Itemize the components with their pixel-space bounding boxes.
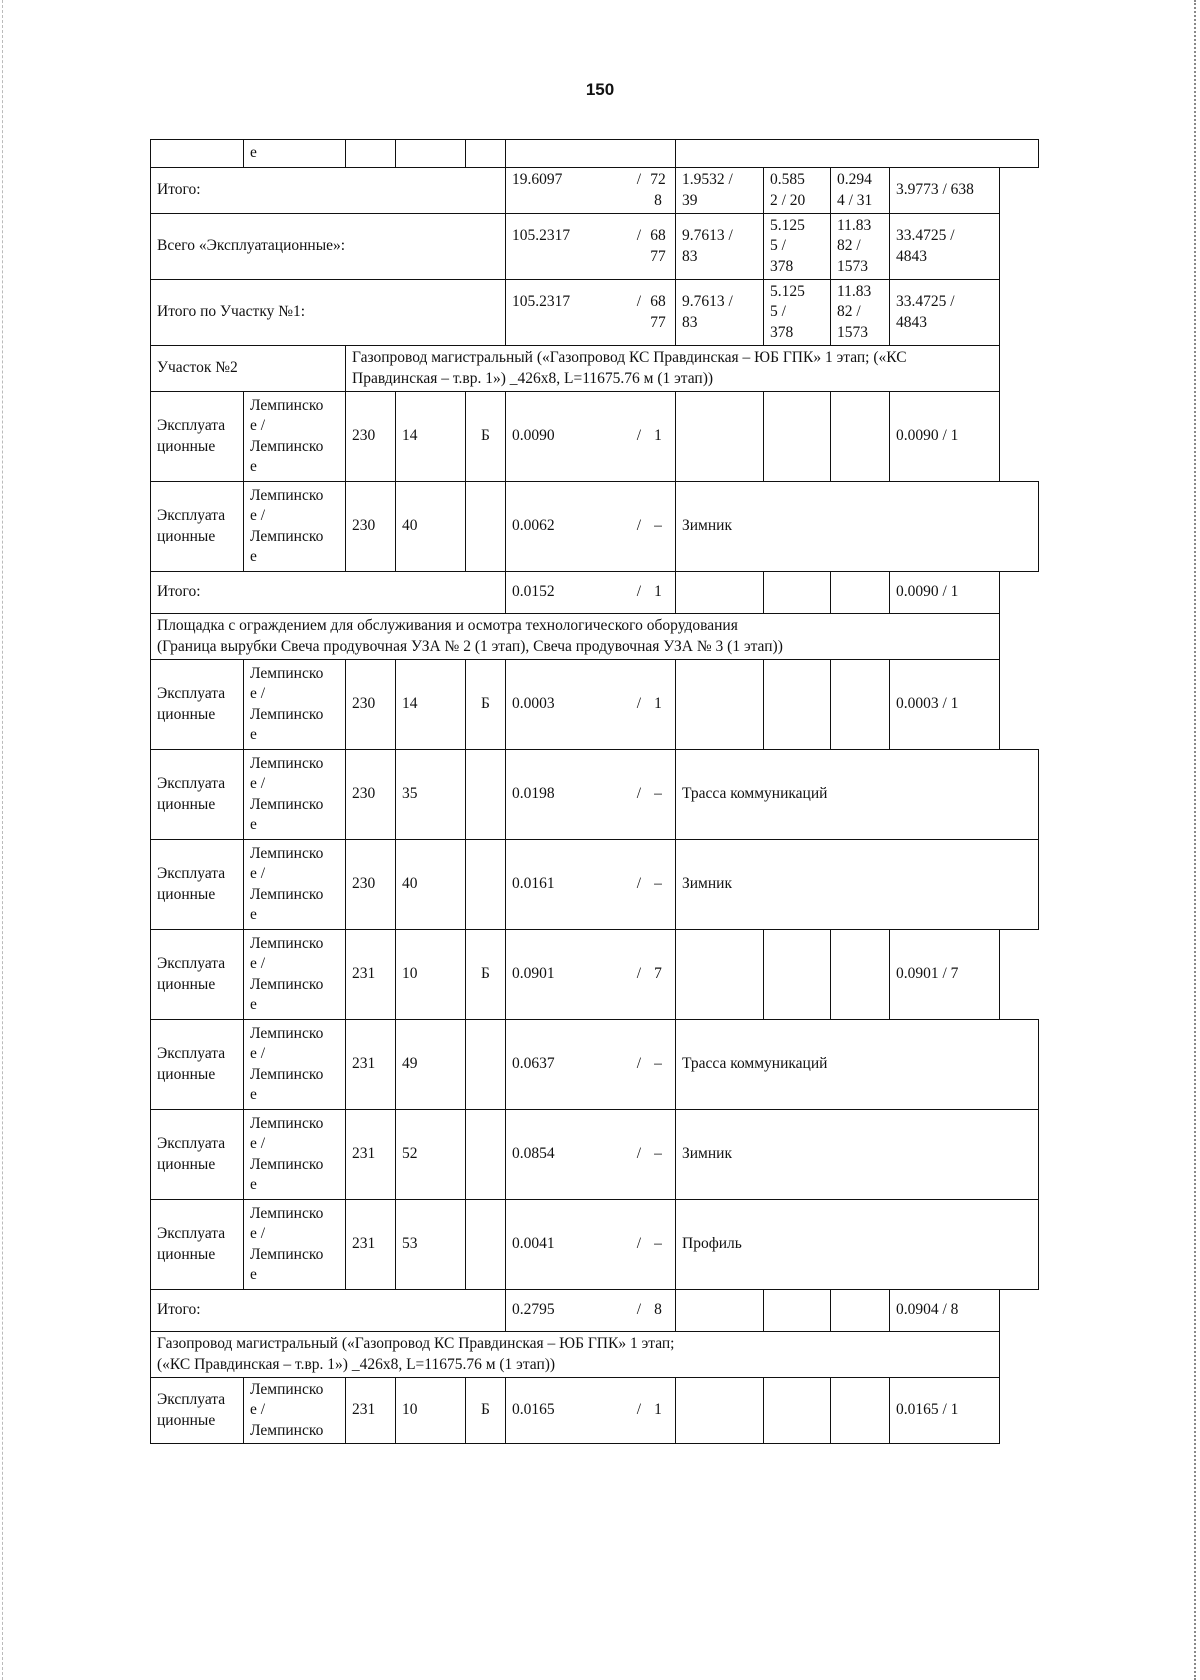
area-value: 0.0637 (512, 1055, 555, 1073)
row-cat (466, 1110, 506, 1200)
table-row (151, 750, 1039, 840)
row-cat: Б (466, 930, 506, 1020)
table-row (151, 1200, 1039, 1290)
table-row (151, 930, 1039, 1020)
row-a (676, 392, 764, 482)
row-field: Лемпинско е / Лемпинско е (244, 750, 346, 840)
area-value: 0.0003 (512, 695, 555, 713)
row-vyd: 49 (396, 1020, 466, 1110)
cell-kv (346, 140, 396, 168)
area-cell: 0.0062 – / (506, 482, 676, 572)
area-cell: 0.0090 1 / (506, 392, 676, 482)
row-cat (466, 482, 506, 572)
tree-count: 8 (654, 1301, 662, 1319)
row-type: Эксплуата ционные (151, 1378, 244, 1444)
summary-label: Всего «Эксплуатационные»: (151, 214, 506, 280)
row-note: Зимник (676, 1110, 1039, 1200)
tree-count: 68 77 (650, 293, 666, 331)
total-sum: 0.0904 / 8 (890, 1290, 1000, 1332)
tree-count: – (654, 1055, 662, 1073)
tree-count: 1 (654, 427, 662, 445)
col-a: 9.7613 / 83 (676, 214, 764, 280)
row-cat: Б (466, 660, 506, 750)
row-total: 0.0003 / 1 (890, 660, 1000, 750)
row-field: Лемпинско е / Лемпинско (244, 1378, 346, 1444)
row-type: Эксплуата ционные (151, 1200, 244, 1290)
area-cell: 105.2317 68 77 / (506, 280, 676, 346)
area-cell: 0.0152 1 / (506, 572, 676, 614)
tree-count: 7 (654, 965, 662, 983)
row-type: Эксплуата ционные (151, 750, 244, 840)
row-vyd: 10 (396, 1378, 466, 1444)
area-cell: 0.0901 7 / (506, 930, 676, 1020)
table-row (151, 214, 1039, 280)
row-kv: 230 (346, 392, 396, 482)
area-cell: 0.0854 – / (506, 1110, 676, 1200)
row-vyd: 14 (396, 392, 466, 482)
table-row (151, 168, 1039, 214)
row-vyd: 52 (396, 1110, 466, 1200)
area-value: 0.0161 (512, 875, 555, 893)
tree-count: – (654, 517, 662, 535)
row-kv: 230 (346, 840, 396, 930)
row-kv: 231 (346, 1020, 396, 1110)
col-b: 0.585 2 / 20 (764, 168, 831, 214)
area-value: 105.2317 (512, 293, 571, 311)
col-c: 11.83 82 / 1573 (831, 280, 890, 346)
area-cell: 0.0161 – / (506, 840, 676, 930)
total-c (831, 1290, 890, 1332)
tree-count: – (654, 875, 662, 893)
row-field: Лемпинско е / Лемпинско е (244, 1200, 346, 1290)
row-type: Эксплуата ционные (151, 660, 244, 750)
row-c (831, 660, 890, 750)
row-field: Лемпинско е / Лемпинско е (244, 392, 346, 482)
table-row (151, 482, 1039, 572)
col-total: 33.4725 / 4843 (890, 280, 1000, 346)
row-note: Трасса коммуникаций (676, 750, 1039, 840)
row-note: Профиль (676, 1200, 1039, 1290)
area-value: 0.0854 (512, 1145, 555, 1163)
row-a (676, 660, 764, 750)
area-cell: 0.2795 8 / (506, 1290, 676, 1332)
row-a (676, 1378, 764, 1444)
row-kv: 231 (346, 1200, 396, 1290)
table-row (151, 1020, 1039, 1110)
row-vyd: 40 (396, 840, 466, 930)
scan-edge-left (2, 0, 6, 1680)
tree-count: 1 (654, 1401, 662, 1419)
tree-count: 72 8 (650, 171, 666, 209)
area-value: 0.0198 (512, 785, 555, 803)
table-row (151, 140, 1039, 168)
row-vyd: 10 (396, 930, 466, 1020)
area-cell: 0.0003 1 / (506, 660, 676, 750)
cell-vyd (396, 140, 466, 168)
area-value: 0.0165 (512, 1401, 555, 1419)
col-total: 33.4725 / 4843 (890, 214, 1000, 280)
table-row (151, 392, 1039, 482)
row-vyd: 14 (396, 660, 466, 750)
area-value: 105.2317 (512, 227, 571, 245)
total-a (676, 1290, 764, 1332)
total-sum: 0.0090 / 1 (890, 572, 1000, 614)
table-row (151, 614, 1039, 660)
pipeline-title: Газопровод магистральный («Газопровод КС Правдинская – ЮБ ГПК» 1 этап; («КС Правдинская – т.вр. 1») _426х8, L=11675.76 м (1 этап)) (151, 1332, 1000, 1378)
table-row (151, 840, 1039, 930)
total-label: Итого: (151, 1290, 506, 1332)
table-row (151, 660, 1039, 750)
row-cat (466, 1200, 506, 1290)
row-b (764, 1378, 831, 1444)
area-cell: 105.2317 68 77 / (506, 214, 676, 280)
table-row (151, 572, 1039, 614)
col-a: 9.7613 / 83 (676, 280, 764, 346)
row-type: Эксплуата ционные (151, 392, 244, 482)
row-b (764, 930, 831, 1020)
row-type: Эксплуата ционные (151, 482, 244, 572)
area-value: 0.2795 (512, 1301, 555, 1319)
col-b: 5.125 5 / 378 (764, 280, 831, 346)
row-kv: 230 (346, 660, 396, 750)
row-total: 0.0090 / 1 (890, 392, 1000, 482)
page-number: 150 (585, 80, 615, 99)
row-field: Лемпинско е / Лемпинско е (244, 840, 346, 930)
area-value: 0.0090 (512, 427, 555, 445)
area-cell: 19.6097 72 8 / (506, 168, 676, 214)
area-value: 0.0152 (512, 583, 555, 601)
cell-empty (151, 140, 244, 168)
table-row (151, 1378, 1039, 1444)
tree-count: – (654, 1235, 662, 1253)
row-kv: 231 (346, 1378, 396, 1444)
total-b (764, 572, 831, 614)
row-note: Зимник (676, 840, 1039, 930)
col-c: 0.294 4 / 31 (831, 168, 890, 214)
data-table (150, 139, 1039, 1444)
row-type: Эксплуата ционные (151, 1020, 244, 1110)
row-type: Эксплуата ционные (151, 930, 244, 1020)
row-cat (466, 750, 506, 840)
table-row (151, 1332, 1039, 1378)
row-kv: 230 (346, 750, 396, 840)
row-b (764, 660, 831, 750)
section-title: Газопровод магистральный («Газопровод КС Правдинская – ЮБ ГПК» 1 этап; («КС Правдинская – т.вр. 1») _426х8, L=11675.76 м (1 этап)) (346, 346, 1000, 392)
row-field: Лемпинско е / Лемпинско е (244, 1110, 346, 1200)
area-cell: 0.0637 – / (506, 1020, 676, 1110)
row-kv: 231 (346, 930, 396, 1020)
area-value: 0.0062 (512, 517, 555, 535)
table-row (151, 280, 1039, 346)
row-total: 0.0165 / 1 (890, 1378, 1000, 1444)
row-b (764, 392, 831, 482)
row-cat (466, 840, 506, 930)
row-c (831, 930, 890, 1020)
row-note: Трасса коммуникаций (676, 1020, 1039, 1110)
row-field: Лемпинско е / Лемпинско е (244, 930, 346, 1020)
total-label: Итого: (151, 572, 506, 614)
area-cell: 0.0198 – / (506, 750, 676, 840)
summary-label: Итого по Участку №1: (151, 280, 506, 346)
area-cell: 0.0165 1 / (506, 1378, 676, 1444)
row-cat: Б (466, 392, 506, 482)
row-type: Эксплуата ционные (151, 840, 244, 930)
row-cat: Б (466, 1378, 506, 1444)
cell-value (506, 140, 676, 168)
platform-title: Площадка с ограждением для обслуживания и осмотра технологического оборудования (Граница вырубки Свеча продувочная УЗА № 2 (1 этап), Свеча продувочная УЗА № 3 (1 этап)) (151, 614, 1000, 660)
area-value: 0.0041 (512, 1235, 555, 1253)
total-a (676, 572, 764, 614)
row-c (831, 392, 890, 482)
col-c: 11.83 82 / 1573 (831, 214, 890, 280)
tree-count: 1 (654, 583, 662, 601)
total-b (764, 1290, 831, 1332)
section-label: Участок №2 (151, 346, 346, 392)
col-a: 1.9532 / 39 (676, 168, 764, 214)
area-value: 19.6097 (512, 171, 563, 189)
row-field: Лемпинско е / Лемпинско е (244, 482, 346, 572)
summary-label: Итого: (151, 168, 506, 214)
cell-note (676, 140, 1039, 168)
table-row (151, 346, 1039, 392)
scan-edge-right (1191, 0, 1196, 1680)
row-type: Эксплуата ционные (151, 1110, 244, 1200)
cell-field: е (244, 140, 346, 168)
row-field: Лемпинско е / Лемпинско е (244, 1020, 346, 1110)
tree-count: 1 (654, 695, 662, 713)
tree-count: – (654, 785, 662, 803)
row-vyd: 35 (396, 750, 466, 840)
row-a (676, 930, 764, 1020)
area-value: 0.0901 (512, 965, 555, 983)
row-total: 0.0901 / 7 (890, 930, 1000, 1020)
row-c (831, 1378, 890, 1444)
table-row (151, 1290, 1039, 1332)
table-row (151, 1110, 1039, 1200)
row-field: Лемпинско е / Лемпинско е (244, 660, 346, 750)
row-cat (466, 1020, 506, 1110)
col-b: 5.125 5 / 378 (764, 214, 831, 280)
row-vyd: 53 (396, 1200, 466, 1290)
total-c (831, 572, 890, 614)
row-vyd: 40 (396, 482, 466, 572)
col-total: 3.9773 / 638 (890, 168, 1000, 214)
row-note: Зимник (676, 482, 1039, 572)
tree-count: 68 77 (650, 227, 666, 265)
row-kv: 230 (346, 482, 396, 572)
cell-cat (466, 140, 506, 168)
row-kv: 231 (346, 1110, 396, 1200)
area-cell: 0.0041 – / (506, 1200, 676, 1290)
tree-count: – (654, 1145, 662, 1163)
